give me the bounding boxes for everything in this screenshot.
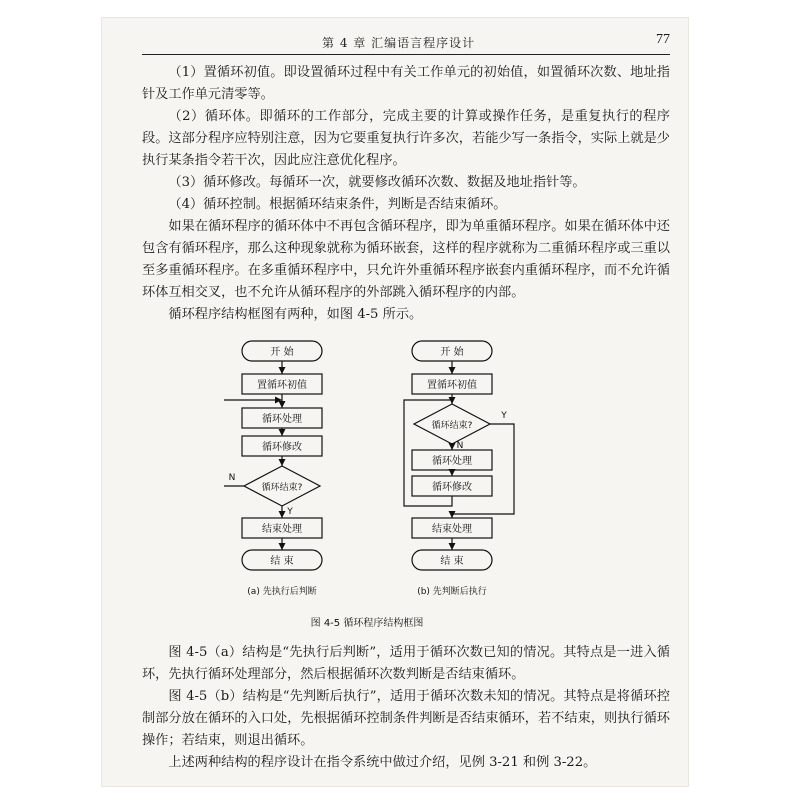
figure-title: 图 4-5 循环程序结构框图 — [310, 618, 424, 629]
paragraph: 上述两种结构的程序设计在指令系统中做过介绍，见例 3-21 和例 3-22。 — [168, 755, 597, 770]
book-page — [102, 18, 688, 786]
left-n-label: N — [228, 473, 236, 483]
paragraph: （1）置循环初值。即设置循环过程中有关工作单元的初始值，如置循环次数、地址指针及工作单元清零等。 — [142, 65, 670, 102]
right-start-label: 开 始 — [440, 347, 464, 358]
paragraph: 图 4-5（a）结构是“先执行后判断”，适用于循环次数已知的情况。其特点是一进入循环，先执行循环处理部分，然后根据循环次数判断是否结束循环。 — [142, 645, 670, 682]
lower-text — [142, 642, 670, 774]
right-init-label: 置循环初值 — [427, 380, 477, 391]
left-process-label: 循环处理 — [262, 414, 302, 425]
left-init-label: 置循环初值 — [257, 380, 307, 391]
chapter-title: 第 4 章 汇编语言程序设计 — [322, 36, 476, 50]
flowchart-diagram — [224, 336, 624, 636]
left-caption: (a) 先执行后判断 — [247, 587, 317, 597]
left-end-process-label: 结束处理 — [262, 524, 302, 535]
right-caption: (b) 先判断后执行 — [417, 587, 487, 597]
left-y-label: Y — [287, 507, 293, 517]
left-end-label: 结 束 — [270, 556, 294, 567]
right-process-label: 循环处理 — [432, 456, 472, 467]
right-n-label: N — [456, 441, 464, 451]
paragraph: 如果在循环程序的循环体中不再包含循环程序，即为单重循环程序。如果在循环体中还包含有循环程序，那么这种现象就称为循环嵌套，这样的程序就称为二重循环程序或三重以至多重循环程序。在多重循环程序中，只允许外重循环程序嵌套内重循环程序，而不允许循环体互相交叉，也不允许从循环程序的外部跳入循环程序的内部。 — [142, 219, 670, 300]
right-end-label: 结 束 — [440, 556, 464, 567]
paragraph: （4）循环控制。根据循环结束条件，判断是否结束循环。 — [168, 197, 507, 212]
paragraph: 图 4-5（b）结构是“先判断后执行”，适用于循环次数未知的情况。其特点是将循环控制部分放在循环的入口处，先根据循环控制条件判断是否结束循环，若不结束，则执行循环操作；若结束，则退出循环。 — [142, 689, 670, 748]
paragraph: （2）循环体。即循环的工作部分，完成主要的计算或操作任务，是重复执行的程序段。这部分程序应特别注意，因为它要重复执行许多次，若能少写一条指令，实际上就是少执行某条指令若干次，因此应注意优化程序。 — [142, 109, 670, 168]
page-header — [142, 32, 670, 55]
figure-4-5 — [224, 336, 624, 636]
right-modify-label: 循环修改 — [432, 482, 472, 493]
left-start-label: 开 始 — [270, 347, 294, 358]
right-decision-label: 循环结束? — [431, 421, 473, 431]
body-text — [142, 62, 670, 326]
left-modify-label: 循环修改 — [262, 442, 302, 453]
right-y-label: Y — [501, 411, 507, 421]
right-end-process-label: 结束处理 — [432, 524, 472, 535]
paragraph: 循环程序结构框图有两种，如图 4-5 所示。 — [168, 307, 423, 322]
left-decision-label: 循环结束? — [261, 483, 303, 493]
page-number: 77 — [656, 32, 670, 47]
paragraph: （3）循环修改。每循环一次，就要修改循环次数、数据及地址指针等。 — [168, 175, 586, 190]
